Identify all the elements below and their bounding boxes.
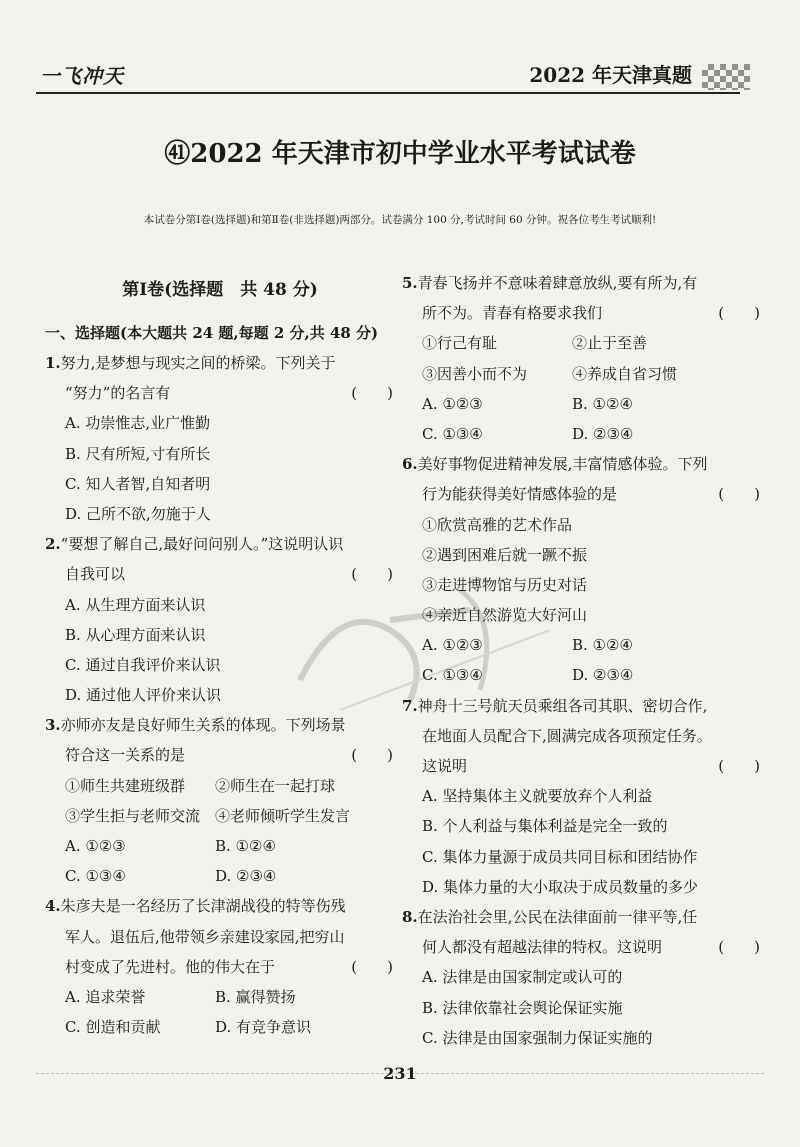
- question-number: 3.: [45, 716, 61, 735]
- left-column: [45, 268, 395, 1042]
- option-b: B. 赢得赞扬: [215, 987, 296, 1006]
- question-stem: 何人都没有超越法律的特权。这说明: [422, 938, 663, 957]
- option-b: B. 尺有所短,寸有所长: [65, 444, 211, 463]
- answer-blank: ( ): [351, 746, 393, 765]
- answer-blank: ( ): [718, 485, 760, 504]
- question-1: [45, 348, 395, 529]
- statement-4: ④老师倾听学生发言: [215, 806, 351, 825]
- option-c: C. 集体力量源于成员共同目标和团结协作: [422, 847, 698, 866]
- option-c: C. 法律是由国家强制力保证实施的: [422, 1028, 653, 1047]
- question-stem: 自我可以: [65, 565, 126, 584]
- question-stem: 神舟十三号航天员乘组各司其职、密切合作,: [417, 696, 708, 715]
- statement-2: ②止于至善: [572, 334, 648, 353]
- option-c: C. 创造和贡献: [65, 1018, 161, 1037]
- option-a: A. ①②③: [65, 837, 126, 855]
- option-a: A. ①②③: [422, 636, 483, 655]
- option-c: C. ①③④: [65, 867, 126, 886]
- brand-logo: 一飞冲天: [40, 64, 124, 88]
- question-stem: 在法治社会里,公民在法律面前一律平等,任: [417, 907, 698, 926]
- question-stem: 行为能获得美好情感体验的是: [422, 485, 618, 504]
- exam-title: ㊶2022 年天津市初中学业水平考试试卷: [164, 139, 636, 169]
- option-b: B. ①②④: [572, 636, 633, 655]
- option-d: D. 通过他人评价来认识: [65, 686, 222, 705]
- question-8: [402, 902, 762, 1053]
- answer-blank: ( ): [718, 938, 760, 957]
- option-b: B. ①②④: [572, 394, 633, 413]
- option-d: D. 有竞争意识: [215, 1018, 312, 1037]
- question-stem: “努力”的名言有: [65, 384, 171, 403]
- question-stem: 美好事物促进精神发展,丰富情感体验。下列: [417, 455, 708, 474]
- question-stem: 军人。退伍后,他带领乡亲建设家园,把穷山: [65, 927, 345, 946]
- statement-1: ①行己有耻: [422, 334, 498, 353]
- checker-decoration: [702, 64, 750, 90]
- question-number: 5.: [402, 274, 418, 292]
- option-c: C. 通过自我评价来认识: [65, 655, 221, 674]
- question-4: [45, 891, 395, 1042]
- option-b: B. 从心理方面来认识: [65, 625, 206, 644]
- option-a: A. 法律是由国家制定或认可的: [422, 968, 623, 987]
- statement-2: ②遇到困难后就一蹶不振: [422, 545, 588, 564]
- option-c: C. 知人者智,自知者明: [65, 474, 211, 493]
- question-stem: 青春飞扬并不意味着肆意放纵,要有所为,有: [417, 274, 698, 292]
- option-a: A. 坚持集体主义就要放弃个人利益: [422, 787, 653, 806]
- exam-instructions: 本试卷分第Ⅰ卷(选择题)和第Ⅱ卷(非选择题)两部分。试卷满分 100 分,考试时间 60 分钟。祝各位考生考试顺利!: [143, 214, 657, 226]
- right-column: [402, 268, 762, 1053]
- statement-2: ②师生在一起打球: [215, 776, 336, 795]
- option-d: D. ②③④: [215, 867, 277, 886]
- statement-4: ④养成自省习惯: [572, 364, 678, 383]
- question-7: [402, 691, 762, 902]
- option-b: B. ①②④: [215, 837, 276, 855]
- part-heading: 一、选择题(本大题共 24 题,每题 2 分,共 48 分): [45, 324, 379, 342]
- option-c: C. ①③④: [422, 666, 483, 685]
- section-title: 第Ⅰ卷(选择题 共 48 分): [122, 280, 318, 300]
- question-number: 8.: [402, 907, 418, 926]
- question-number: 7.: [402, 696, 418, 715]
- question-stem: 努力,是梦想与现实之间的桥梁。下列关于: [60, 354, 336, 372]
- question-stem: 亦师亦友是良好师生关系的体现。下列场景: [60, 716, 346, 735]
- option-b: B. 法律依靠社会舆论保证实施: [422, 998, 623, 1017]
- running-header-title: 2022 年天津真题: [529, 63, 692, 87]
- question-3: [45, 710, 395, 891]
- question-stem: 所不为。青春有格要求我们: [422, 304, 603, 323]
- question-stem: 这说明: [422, 757, 468, 775]
- statement-4: ④亲近自然游览大好河山: [422, 606, 588, 625]
- header-rule: [36, 92, 740, 94]
- option-a: A. 从生理方面来认识: [65, 595, 206, 614]
- option-c: C. ①③④: [422, 424, 483, 443]
- question-stem: 村变成了先进村。他的伟大在于: [65, 957, 276, 976]
- option-d: D. ②③④: [572, 666, 634, 685]
- statement-3: ③学生拒与老师交流: [65, 806, 201, 825]
- option-a: A. 追求荣誉: [65, 987, 146, 1006]
- question-2: [45, 529, 395, 710]
- question-stem: 朱彦夫是一名经历了长津湖战役的特等伤残: [60, 897, 346, 916]
- statement-1: ①师生共建班级群: [65, 776, 186, 795]
- question-number: 1.: [45, 354, 61, 372]
- answer-blank: ( ): [351, 384, 393, 403]
- statement-3: ③走进博物馆与历史对话: [422, 575, 588, 594]
- question-5: [402, 268, 762, 449]
- question-6: [402, 449, 762, 691]
- answer-blank: ( ): [718, 304, 760, 323]
- option-a: A. 功崇惟志,业广惟勤: [65, 414, 211, 433]
- question-stem: “要想了解自己,最好问问别人。”这说明认识: [60, 535, 344, 554]
- statement-1: ①欣赏高雅的艺术作品: [422, 515, 573, 534]
- page-number: 231: [383, 1064, 417, 1083]
- question-number: 2.: [45, 535, 61, 554]
- question-number: 6.: [402, 455, 418, 474]
- answer-blank: ( ): [351, 565, 393, 584]
- option-b: B. 个人利益与集体利益是完全一致的: [422, 817, 668, 836]
- option-a: A. ①②③: [422, 394, 483, 413]
- statement-3: ③因善小而不为: [422, 364, 528, 383]
- question-stem: 符合这一关系的是: [65, 746, 186, 765]
- option-d: D. 己所不欲,勿施于人: [65, 504, 211, 523]
- answer-blank: ( ): [718, 757, 760, 775]
- question-stem: 在地面人员配合下,圆满完成各项预定任务。: [422, 726, 712, 745]
- answer-blank: ( ): [351, 957, 393, 976]
- option-d: D. 集体力量的大小取决于成员数量的多少: [422, 877, 699, 896]
- question-number: 4.: [45, 897, 61, 916]
- option-d: D. ②③④: [572, 424, 634, 443]
